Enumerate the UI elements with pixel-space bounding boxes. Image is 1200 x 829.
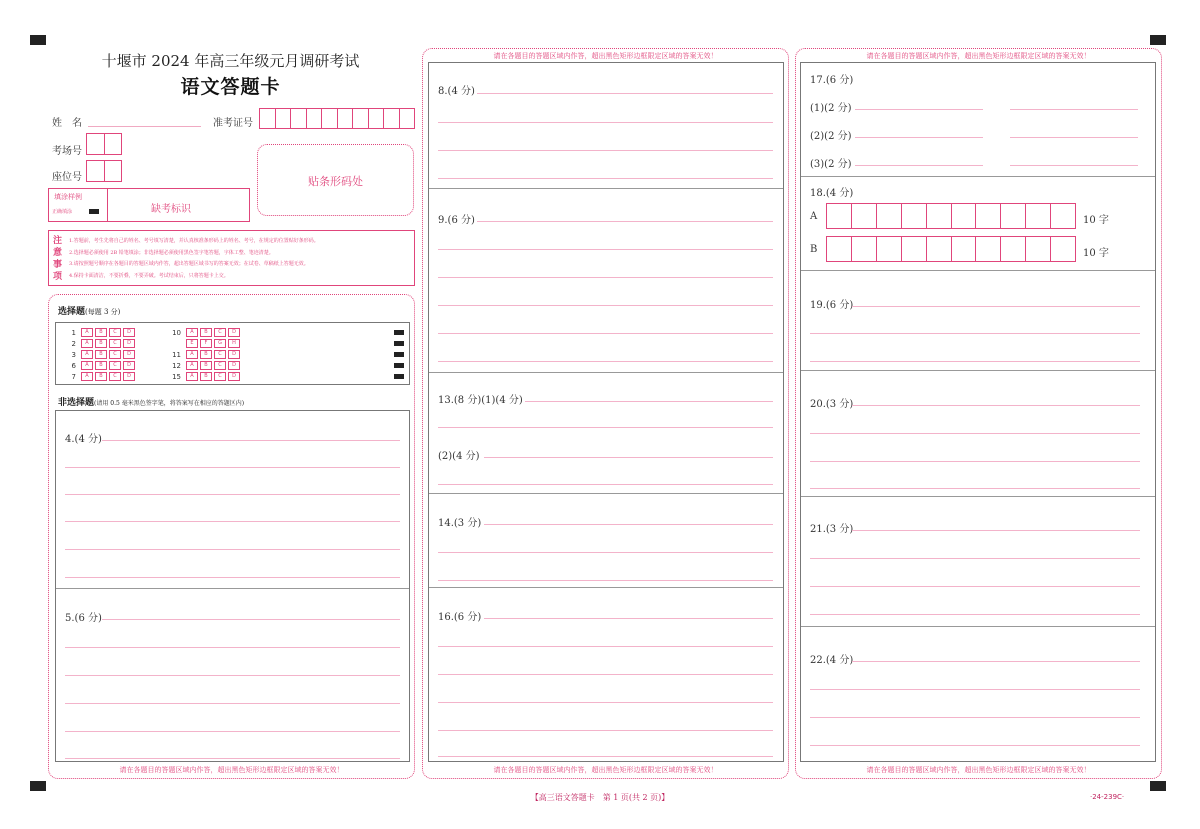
answer-line[interactable] (65, 647, 400, 648)
answer-line[interactable] (810, 433, 1140, 434)
question-5-label: 5.(6 分) (65, 613, 102, 624)
choice-row[interactable]: 3 A B C D (66, 350, 137, 359)
answer-line[interactable] (810, 361, 1140, 362)
answer-line[interactable] (484, 457, 773, 458)
warning-text: 请在各题目的答题区域内作答，超出黑色矩形边框限定区域的答案无效！ (493, 52, 718, 60)
answer-line[interactable] (65, 494, 400, 495)
answer-line[interactable] (438, 178, 773, 179)
exam-code: ·24-239C· (1090, 793, 1125, 801)
answer-line[interactable] (855, 109, 983, 110)
answer-line[interactable] (438, 122, 773, 123)
answer-line[interactable] (65, 549, 400, 550)
question-13-label: 13.(8 分)(1)(4 分) (438, 395, 523, 406)
seat-boxes[interactable] (86, 160, 122, 182)
answer-line[interactable] (438, 333, 773, 334)
answer-line[interactable] (810, 717, 1140, 718)
question-8-label: 8.(4 分) (438, 86, 475, 97)
section-divider (801, 370, 1155, 371)
question-16-label: 16.(6 分) (438, 612, 482, 623)
answer-line[interactable] (65, 731, 400, 732)
question-17-part1-label: (1)(2 分) (810, 103, 852, 114)
answer-line[interactable] (484, 524, 773, 525)
question-4-label: 4.(4 分) (65, 434, 102, 445)
question-9-label: 9.(6 分) (438, 215, 475, 226)
choice-row[interactable]: 6 A B C D (66, 361, 137, 370)
fill-correct-sample (89, 209, 99, 214)
answer-line[interactable] (65, 675, 400, 676)
choice-row[interactable]: 15 A B C D (171, 372, 242, 381)
question-19-label: 19.(6 分) (810, 300, 854, 311)
fill-correct-label: 正确填涂 (52, 209, 73, 215)
answer-line[interactable] (1010, 109, 1138, 110)
choice-row[interactable]: 12 A B C D (171, 361, 242, 370)
room-label: 考场号 (52, 146, 82, 157)
answer-line[interactable] (438, 552, 773, 553)
corner-mark-top-left (30, 35, 46, 45)
answer-line[interactable] (65, 758, 400, 759)
answer-line[interactable] (810, 558, 1140, 559)
section-divider (429, 587, 783, 588)
choice-row[interactable]: 10 A B C D (171, 328, 242, 337)
answer-line[interactable] (855, 137, 983, 138)
answer-line[interactable] (438, 427, 773, 428)
answer-line[interactable] (855, 165, 983, 166)
notice-item: 3.请按照题号顺序在各题目的答题区域内作答，超出答题区域书写的答案无效；在试卷、草稿纸上答题无效。 (69, 261, 309, 267)
question-13-part2-label: (2)(4 分) (438, 451, 480, 462)
answer-line[interactable] (1010, 137, 1138, 138)
answer-line[interactable] (852, 405, 1140, 406)
page-info: 【高三语文答题卡 第 1 页(共 2 页)】 (530, 793, 670, 802)
barcode-label: 贴条形码处 (308, 175, 363, 188)
warning-text: 请在各题目的答题区域内作答，超出黑色矩形边框限定区域的答案无效！ (866, 766, 1091, 774)
question-14-label: 14.(3 分) (438, 518, 482, 529)
answer-line[interactable] (65, 577, 400, 578)
choice-row[interactable]: 2 A B C D (66, 339, 137, 348)
answer-line[interactable] (438, 674, 773, 675)
question-17-part3-label: (3)(2 分) (810, 159, 852, 170)
answer-line[interactable] (438, 730, 773, 731)
notice-box (48, 230, 415, 286)
answer-line[interactable] (438, 249, 773, 250)
barcode-area (257, 144, 414, 216)
timing-mark (394, 352, 404, 357)
question-17-label: 17.(6 分) (810, 75, 854, 86)
warning-text: 请在各题目的答题区域内作答，超出黑色矩形边框限定区域的答案无效！ (493, 766, 718, 774)
timing-mark (394, 330, 404, 335)
room-boxes[interactable] (86, 133, 122, 155)
timing-mark (394, 374, 404, 379)
answer-line[interactable] (438, 150, 773, 151)
name-label: 姓 名 (52, 118, 82, 129)
warning-text: 请在各题目的答题区域内作答，超出黑色矩形边框限定区域的答案无效！ (119, 766, 344, 774)
answer-line[interactable] (438, 361, 773, 362)
question-21-label: 21.(3 分) (810, 524, 854, 535)
answer-line[interactable] (852, 306, 1140, 307)
answer-line[interactable] (102, 619, 400, 620)
answer-line[interactable] (810, 461, 1140, 462)
exam-title: 十堰市 2024 年高三年级元月调研考试 (101, 52, 360, 70)
answer-frame-col3 (800, 62, 1156, 762)
answer-line[interactable] (438, 756, 773, 757)
choice-row[interactable]: 1 A B C D (66, 328, 137, 337)
corner-mark-bottom-left (30, 781, 46, 791)
question-22-label: 22.(4 分) (810, 655, 854, 666)
timing-mark (394, 363, 404, 368)
answer-line[interactable] (438, 277, 773, 278)
card-title: 语文答题卡 (180, 76, 281, 98)
answer-line[interactable] (102, 440, 400, 441)
notice-item: 2.选择题必须使用 2B 铅笔填涂；非选择题必须使用黑色签字笔答题，字体工整、笔迹清楚。 (69, 249, 274, 256)
answer-line[interactable] (810, 689, 1140, 690)
exam-number-boxes[interactable] (259, 108, 415, 129)
answer-line[interactable] (810, 333, 1140, 334)
answer-line[interactable] (810, 488, 1140, 489)
answer-line[interactable] (852, 661, 1140, 662)
notice-title: 注 意 事 项 (53, 236, 63, 282)
choice-row[interactable]: 7 A B C D (66, 372, 137, 381)
answer-frame-col1 (55, 410, 410, 762)
answer-line[interactable] (1010, 165, 1138, 166)
answer-line[interactable] (438, 305, 773, 306)
section-divider (429, 493, 783, 494)
choice-grid (55, 322, 410, 385)
answer-line[interactable] (810, 586, 1140, 587)
question-20-label: 20.(3 分) (810, 399, 854, 410)
question-18-label: 18.(4 分) (810, 188, 854, 199)
question-18-a-grid[interactable] (826, 203, 1076, 229)
choice-section-title: 选择题(每题 3 分) (58, 307, 121, 317)
question-18-b-label: B (810, 244, 818, 255)
answer-line[interactable] (525, 401, 773, 402)
absence-label: 缺考标识 (151, 204, 191, 215)
section-divider (429, 372, 783, 373)
question-18-b-limit: 10 字 (1083, 248, 1109, 259)
answer-line[interactable] (477, 221, 773, 222)
answer-line[interactable] (438, 484, 773, 485)
exam-number-label: 准考证号 (213, 118, 253, 129)
seat-label: 座位号 (52, 172, 82, 183)
notice-item: 4.保持卡面清洁，不要折叠，不要弄破。考试结束后，只将答题卡上交。 (69, 272, 229, 279)
section-divider (429, 188, 783, 189)
notice-item: 1.答题前，考生先将自己的姓名、考号填写清楚，并认真核准条形码上的姓名、考号，在规定的位置贴好条形码。 (69, 238, 319, 244)
answer-line[interactable] (438, 646, 773, 647)
question-17-part2-label: (2)(2 分) (810, 131, 852, 142)
section-divider (801, 176, 1155, 177)
question-18-a-limit: 10 字 (1083, 215, 1109, 226)
choice-row[interactable]: E F G H (171, 339, 242, 348)
answer-line[interactable] (477, 93, 773, 94)
answer-frame-col2 (428, 62, 784, 762)
warning-text: 请在各题目的答题区域内作答，超出黑色矩形边框限定区域的答案无效！ (866, 52, 1091, 60)
nonchoice-section-title: 非选择题(请用 0.5 毫米黑色签字笔，将答案写在相应的答题区内) (58, 398, 245, 408)
answer-line[interactable] (852, 530, 1140, 531)
answer-line[interactable] (438, 580, 773, 581)
question-18-a-label: A (810, 211, 818, 222)
answer-line[interactable] (484, 618, 773, 619)
section-divider (56, 588, 409, 589)
question-18-b-grid[interactable] (826, 236, 1076, 262)
answer-line[interactable] (65, 521, 400, 522)
choice-row[interactable]: 11 A B C D (171, 350, 242, 359)
fill-example-box (48, 188, 250, 222)
section-divider (801, 270, 1155, 271)
answer-line[interactable] (438, 702, 773, 703)
fill-example-label: 填涂样例 (54, 193, 82, 201)
answer-line[interactable] (65, 467, 400, 468)
answer-line[interactable] (810, 745, 1140, 746)
section-divider (801, 496, 1155, 497)
answer-line[interactable] (65, 703, 400, 704)
corner-mark-bottom-right (1150, 781, 1166, 791)
name-field[interactable] (88, 126, 201, 127)
section-divider (801, 626, 1155, 627)
answer-line[interactable] (810, 614, 1140, 615)
corner-mark-top-right (1150, 35, 1166, 45)
timing-mark (394, 341, 404, 346)
